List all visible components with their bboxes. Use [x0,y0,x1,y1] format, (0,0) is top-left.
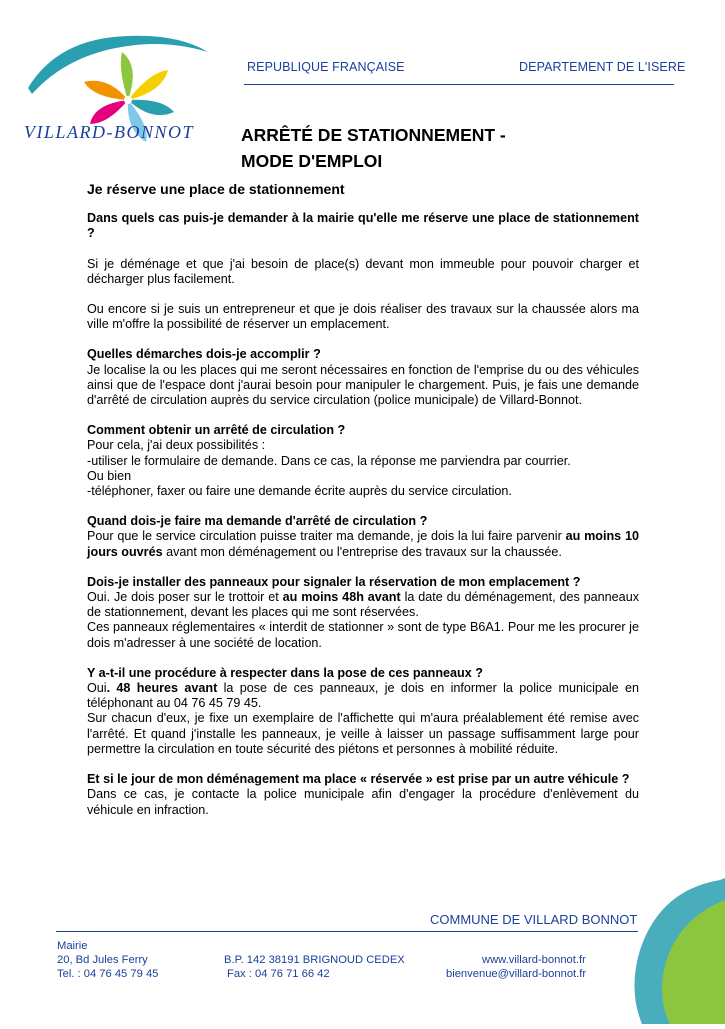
page-title [241,122,506,174]
question-5: Dois-je installer des panneaux pour signaler la réservation de mon emplacement ? [87,574,581,589]
paragraph-6a [87,681,639,711]
question-2: Quelles démarches dois-je accomplir ? [87,347,321,362]
paragraph-5a [87,590,639,620]
question-7: Et si le jour de mon déménagement ma place « réservée » est prise par un autre véhicule ? [87,772,630,787]
paragraph-3-line-1: Pour cela, j'ai deux possibilités : [87,438,266,453]
paragraph-5b: Ces panneaux réglementaires « interdit de stationner » sont de type B6A1. Pour me les procurer je dois m'adresser à une société de location. [87,620,639,650]
paragraph-4-emphasis: au moins 10 jours ouvrés [87,529,639,559]
footer-mairie: Mairie [57,940,88,952]
footer-website-link[interactable]: www.villard-bonnot.fr [482,954,586,966]
paragraph-1b: Ou encore si je suis un entrepreneur et que je dois réaliser des travaux sur la chaussée alors ma ville m'offre la possibilité de réserver un emplacement. [87,302,639,332]
footer-bp: B.P. 142 38191 BRIGNOUD CEDEX [224,954,405,966]
paragraph-4-text-a: Pour que le service circulation puisse traiter ma demande, je dois la lui faire parvenir [87,529,566,544]
title-line-2: MODE D'EMPLOI [241,151,383,171]
footer-address: 20, Bd Jules Ferry [57,954,148,966]
paragraph-3-line-2: -utiliser le formulaire de demande. Dans ce cas, la réponse me parviendra par courrier. [87,453,571,468]
footer-email-link[interactable]: bienvenue@villard-bonnot.fr [446,968,587,980]
logo-text: VILLARD-BONNOT [24,122,195,142]
paragraph-4 [87,529,639,559]
paragraph-6a-text-a: Oui [87,681,107,696]
paragraph-5a-text-c: la date du déménagement, des panneaux de stationnement, devant les places qui me sont réservées. [87,590,639,620]
header-departement: DEPARTEMENT DE L'ISERE [519,60,686,74]
title-line-1: ARRÊTÉ DE STATIONNEMENT - [241,125,506,145]
paragraph-5a-emphasis: au moins 48h avant [282,590,401,605]
paragraph-6b: Sur chacun d'eux, je fixe un exemplaire de l'affichette qui m'aura préalablement été remise avec l'arrêté. Et quand j'installe les panneaux, je veille à laisser un passage suffisamment large pour permettre la circulation en toute sécurité des piétons et personnes à mobilité réduite. [87,711,639,756]
header-divider [244,84,674,85]
paragraph-2: Je localise la ou les places qui me seront nécessaires en fonction de l'emprise du ou des véhicules ainsi que de l'espace dont j'aurai besoin pour manipuler le chargement. Puis, je fais une demande d'arrêté de circulation auprès du service circulation (police municipale) de Villard-Bonnot. [87,362,639,408]
paragraph-4-text-c: avant mon déménagement ou l'entreprise des travaux sur la chaussée. [162,544,562,559]
paragraph-7: Dans ce cas, je contacte la police municipale afin d'engager la procédure d'enlèvement du véhicule en infraction. [87,787,639,817]
question-6: Y a-t-il une procédure à respecter dans la pose de ces panneaux ? [87,665,483,680]
paragraph-6a-text-c: la pose de ces panneaux, je dois en informer la police municipale en téléphonant au 04 76 45 79 45. [87,681,640,711]
question-1: Dans quels cas puis-je demander à la mairie qu'elle me réserve une place de stationnement ? [87,211,639,241]
paragraph-3-line-3: Ou bien [87,468,132,483]
question-4: Quand dois-je faire ma demande d'arrêté de circulation ? [87,514,428,529]
footer-divider [56,931,638,932]
decorative-leaf [560,860,725,1024]
paragraph-6a-emphasis: . 48 heures avant [106,681,218,696]
footer-tel: Tel. : 04 76 45 79 45 [57,968,159,980]
leaf-icon [560,860,725,1024]
intro-heading: Je réserve une place de stationnement [87,181,345,197]
commune-label: COMMUNE DE VILLARD BONNOT [430,912,638,927]
paragraph-1a: Si je déménage et que j'ai besoin de place(s) devant mon immeuble pour pouvoir charger et décharger plus facilement. [87,256,639,286]
question-3: Comment obtenir un arrêté de circulation ? [87,423,346,438]
header-republique: REPUBLIQUE FRANÇAISE [247,60,405,74]
paragraph-5a-text-a: Oui. Je dois poser sur le trottoir et [87,590,283,605]
document-body [87,182,639,818]
paragraph-3-line-4: -téléphoner, faxer ou faire une demande écrite auprès du service circulation. [87,484,512,499]
footer-fax: Fax : 04 76 71 66 42 [227,968,330,980]
